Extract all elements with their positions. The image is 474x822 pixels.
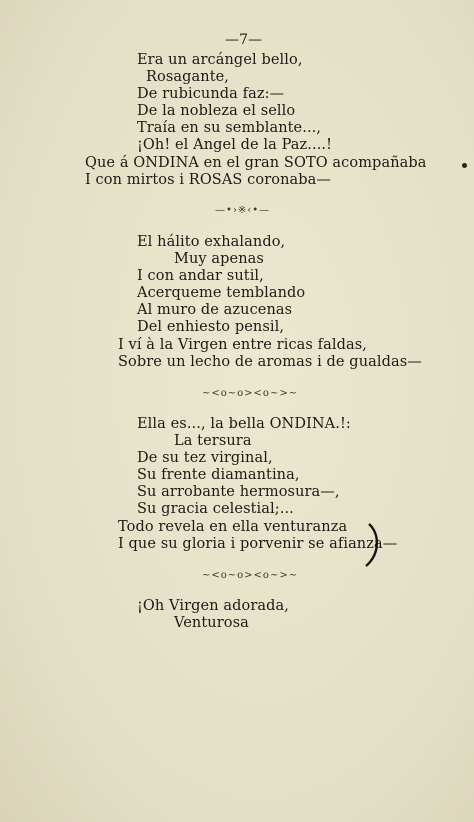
ink-dot	[462, 163, 467, 168]
verse-line: I que su gloria i porvenir se afianza—	[118, 536, 398, 552]
verse-line: Era un arcángel bello,	[137, 52, 303, 68]
verse-line: I con mirtos i ROSAS coronaba—	[85, 172, 331, 188]
verse-line: Acerqueme temblando	[137, 285, 306, 301]
verse-line: Traía en su semblante...,	[137, 120, 322, 136]
verse-line: Rosagante,	[146, 69, 230, 85]
ornament-divider: —•›※‹•—	[215, 205, 271, 216]
verse-line: De su tez virginal,	[137, 450, 273, 466]
verse-line: El hálito exhalando,	[137, 234, 286, 250]
verse-line: Su gracia celestial;...	[137, 501, 294, 517]
verse-line: La tersura	[174, 433, 252, 449]
verse-line: Sobre un lecho de aromas i de gualdas—	[118, 354, 422, 370]
verse-line: Todo revela en ella venturanza	[118, 519, 348, 535]
verse-line: Del enhiesto pensil,	[137, 319, 285, 335]
ornament-divider: ~<o~o><o~>~	[202, 570, 299, 581]
page-number: —7—	[225, 32, 263, 48]
verse-line: Que á ONDINA en el gran SOTO acompañaba	[85, 155, 427, 171]
verse-line: Ella es..., la bella ONDINA.!:	[137, 416, 351, 432]
verse-line: Su arrobante hermosura—,	[137, 484, 340, 500]
ornament-divider: ~<o~o><o~>~	[202, 388, 299, 399]
verse-line: ¡Oh Virgen adorada,	[137, 598, 289, 614]
verse-line: Al muro de azucenas	[137, 302, 293, 318]
verse-line: Muy apenas	[174, 251, 264, 267]
verse-line: Venturosa	[174, 615, 249, 631]
verse-line: Su frente diamantina,	[137, 467, 300, 483]
handwritten-bracket-mark	[360, 522, 384, 570]
verse-line: De rubicunda faz:—	[137, 86, 285, 102]
verse-line: De la nobleza el sello	[137, 103, 296, 119]
verse-line: ¡Oh! el Angel de la Paz....!	[137, 137, 333, 153]
verse-line: I con andar sutil,	[137, 268, 264, 284]
verse-line: I ví à la Virgen entre ricas faldas,	[118, 337, 367, 353]
